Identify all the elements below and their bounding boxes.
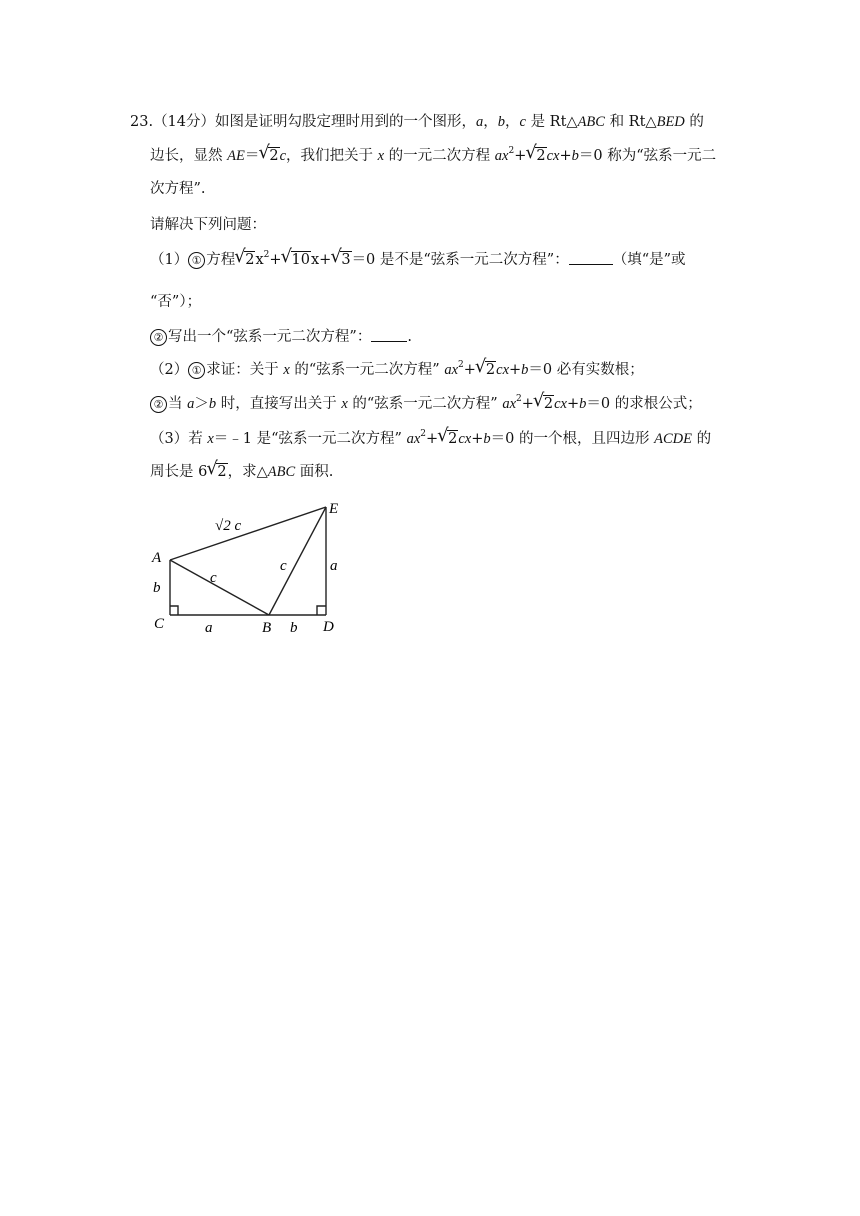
- part-1-1-cont: “否”）；: [150, 294, 202, 310]
- label-side-a-bottom: a: [205, 620, 213, 636]
- stem-line-1: 23.（14分）如图是证明勾股定理时用到的一个图形，a，b，c 是 Rt△ABC 和 Rt△BED 的: [130, 114, 704, 130]
- part-3: （3）若 x＝﹣1 是“弦系一元二次方程” $ax^2+√$ 2cx+b＝0 的一个根，且四边形 ACDE 的: [150, 429, 711, 449]
- question-number: 23: [130, 114, 149, 130]
- part-3-cont: 周长是 6√ 2，求△ABC 面积.: [150, 462, 333, 482]
- answer-blank-1[interactable]: [569, 251, 613, 265]
- label-side-c-ab: c: [210, 570, 217, 586]
- label-a-point: A: [152, 550, 162, 566]
- part-1-1: （1） ① 方程√ $2x^2+√$ 10x+√ 3＝0 是不是“弦系一元二次方程”： （填“是”或: [150, 250, 686, 270]
- stem-line-3: 次方程”.: [150, 181, 206, 197]
- label-side-c-be: c: [280, 558, 287, 574]
- right-angle-d: [317, 606, 326, 615]
- question-points: （14分）: [153, 114, 216, 130]
- instruction: 请解决下列问题：: [150, 217, 266, 233]
- label-side-a-right: a: [330, 558, 338, 574]
- label-e-point: E: [329, 501, 339, 517]
- label-c-point: C: [154, 616, 165, 632]
- label-side-b-left: b: [153, 580, 161, 596]
- label-side-b-bottom: b: [290, 620, 298, 636]
- part-2-1: （2） ① 求证：关于 x 的“弦系一元二次方程” $ax^2+√$ 2cx+b＝0 必有实数根；: [150, 360, 644, 380]
- label-side-ae: √2 c: [215, 518, 242, 534]
- label-d-point: D: [323, 619, 334, 635]
- segment-ab: [170, 560, 269, 615]
- label-b-point: B: [262, 620, 272, 636]
- geometry-figure: [150, 500, 350, 640]
- part-2-2: ② 当 a＞b 时，直接写出关于 x 的“弦系一元二次方程” $ax^2+√$ 2cx+b＝0 的求根公式；: [150, 394, 702, 414]
- part-1-2: ② 写出一个“弦系一元二次方程”： .: [150, 327, 412, 347]
- right-angle-c: [170, 606, 178, 615]
- answer-blank-2[interactable]: [371, 328, 407, 342]
- stem-line-2: 边长，显然 AE＝√ 2c，我们把关于 x 的一元二次方程 $ax^2+√$ 2cx+b＝0 称为“弦系一元二: [150, 146, 716, 166]
